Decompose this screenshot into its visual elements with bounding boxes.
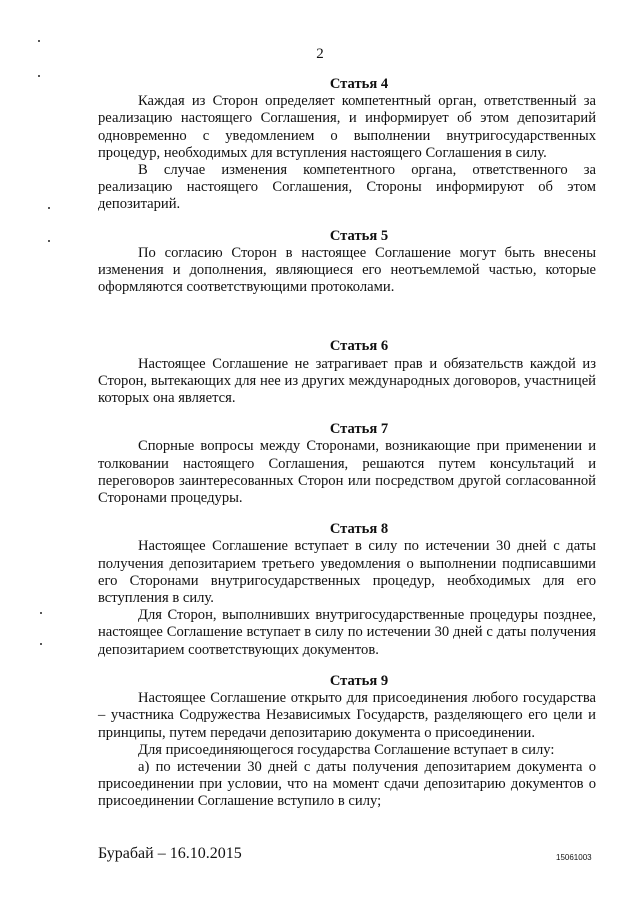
article-6 (98, 338, 596, 407)
article-title: Статья 4 (329, 76, 389, 92)
paragraph: В случае изменения компетентного органа, ответственного за реализацию настоящего Соглашения, Стороны информируют об этом депозитарий. (98, 162, 596, 213)
footer-doc-code: 15061003 (556, 853, 592, 862)
paragraph: По согласию Сторон в настоящее Соглашение могут быть внесены изменения и дополнения, являющиеся его неотъемлемой частью, которые оформляются соответствующими протоколами. (98, 244, 596, 296)
scan-speck (38, 40, 40, 42)
document-body (98, 76, 596, 825)
article-8 (98, 521, 596, 659)
article-title: Статья 6 (329, 338, 389, 355)
paragraph: а) по истечении 30 дней с даты получения депозитарием документа о присоединении при условии, что на момент сдачи депозитарию документов о присоединении Соглашение вступило в силу; (98, 758, 596, 810)
article-9 (98, 673, 596, 811)
scan-speck (48, 240, 50, 242)
page-number: 2 (316, 46, 324, 62)
article-7 (98, 421, 596, 507)
paragraph: Настоящее Соглашение вступает в силу по истечении 30 дней с даты получения депозитарием третьего уведомления о выполнении подписавшими его Сторонами внутригосударственных процедур, необходимых для его вступления в силу. (98, 538, 596, 607)
scan-speck (48, 207, 50, 209)
article-4 (98, 76, 596, 214)
article-title: Статья 9 (329, 672, 389, 689)
paragraph: Настоящее Соглашение открыто для присоединения любого государства – участника Содружества Независимых Государств, разделяющего его цели и принципы, путем передачи депозитарию документа о присоединении. (98, 690, 596, 741)
scan-speck (40, 612, 42, 614)
scan-speck (38, 75, 40, 77)
paragraph: Настоящее Соглашение не затрагивает прав и обязательств каждой из Сторон, вытекающих для нее из других международных договоров, участницей которых она является. (98, 355, 596, 407)
article-title: Статья 5 (329, 227, 389, 244)
footer-place-date: Бурабай – 16.10.2015 (98, 845, 242, 862)
scan-speck (40, 643, 42, 645)
paragraph: Для присоединяющегося государства Соглашение вступает в силу: (138, 741, 555, 758)
article-title: Статья 8 (329, 521, 389, 538)
article-5 (98, 228, 596, 297)
paragraph: Для Сторон, выполнивших внутригосударственные процедуры позднее, настоящее Соглашение вступает в силу по истечении 30 дней с даты получения депозитарием соответствующих документов. (98, 607, 596, 658)
paragraph: Каждая из Сторон определяет компетентный орган, ответственный за реализацию настоящего Соглашения, и информирует об этом депозитарий одновременно с уведомлением о выполнении внутригосударственных процедур, необходимых для вступления настоящего Соглашения в силу. (98, 93, 596, 161)
article-title: Статья 7 (329, 421, 389, 438)
paragraph: Спорные вопросы между Сторонами, возникающие при применении и толковании настоящего Соглашения, решаются путем консультаций и переговоров заинтересованных Сторон или посредством другой согласованной Сторонами процедуры. (98, 438, 596, 507)
